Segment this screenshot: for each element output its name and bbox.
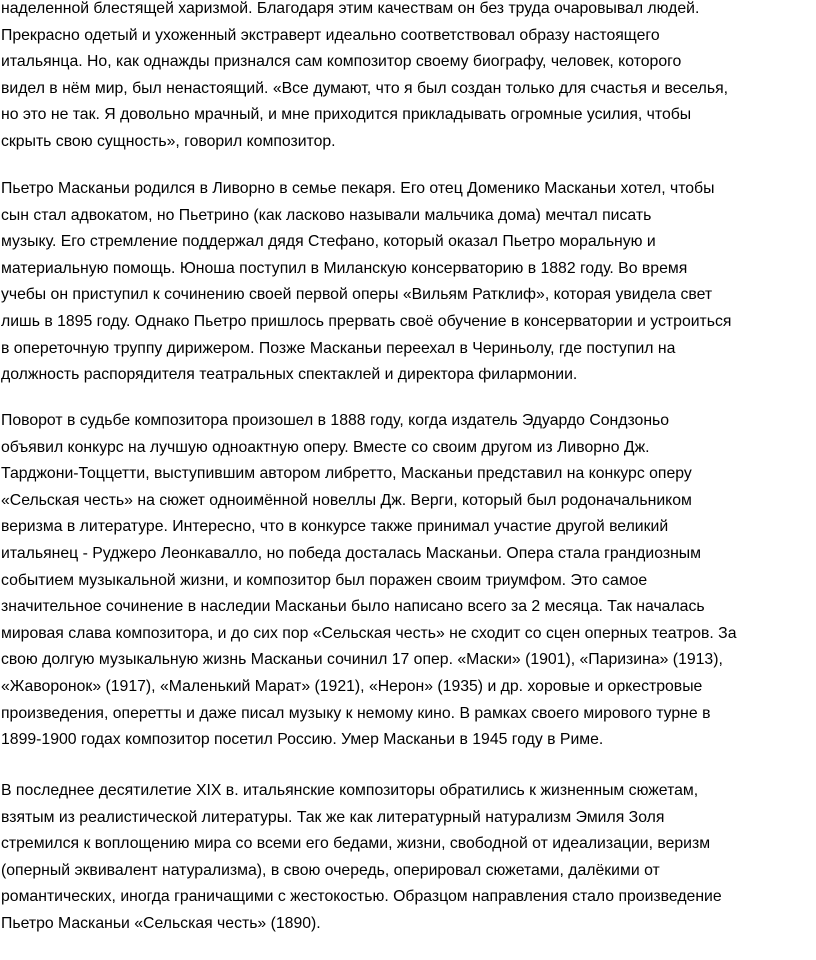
text-line: Прекрасно одетый и ухоженный экстраверт идеально соответствовал образу настоящего <box>1 26 660 44</box>
paragraph-charisma <box>1 0 814 156</box>
text-line: объявил конкурс на лучшую одноактную оперу. Вместе со своим другом из Ливорно Дж. <box>1 438 650 456</box>
text-line: Пьетро Масканьи родился в Ливорно в семье пекаря. Его отец Доменико Масканьи хотел, чтобы <box>1 180 715 197</box>
text-line: романтических, иногда граничащими с жестокостью. Образцом направления стало произведение <box>1 888 722 906</box>
text-line: материальную помощь. Юноша поступил в Миланскую консерваторию в 1882 году. Во время <box>1 259 688 277</box>
text-line: В последнее десятилетие XIX в. итальянские композиторы обратились к жизненным сюжетам, <box>1 782 699 799</box>
paragraph-turning-point <box>1 408 814 754</box>
text-line: «Жаворонок» (1917), «Маленький Марат» (1921), «Нерон» (1935) и др. хоровые и оркестровые <box>1 677 703 695</box>
text-line: скрыть свою сущность», говорил композитор. <box>1 132 336 150</box>
text-line: но это не так. Я довольно мрачный, и мне приходится прикладывать огромные усилия, чтобы <box>1 106 692 124</box>
text-line: Поворот в судьбе композитора произошел в 1888 году, когда издатель Эдуардо Сондзоньо <box>1 412 670 429</box>
paragraph-early-life <box>1 176 814 389</box>
text-line: музыку. Его стремление поддержал дядя Стефано, который оказал Пьетро моральную и <box>1 233 656 251</box>
text-line: значительное сочинение в наследии Масканьи было написано всего за 2 месяца. Так началась <box>1 598 705 616</box>
text-line: событием музыкальной жизни, и композитор был поражен своим триумфом. Это самое <box>1 571 648 589</box>
text-line: наделенной блестящей харизмой. Благодаря этим качествам он без труда очаровывал людей. <box>1 0 700 17</box>
text-line: итальянца. Но, как однажды признался сам композитор своему биографу, человек, которого <box>1 53 682 71</box>
text-line: итальянец - Руджеро Леонкавалло, но победа досталась Масканьи. Опера стала грандиозным <box>1 544 702 562</box>
paragraph-verismo <box>1 778 814 938</box>
text-line: должность распорядителя театральных спектаклей и директора филармонии. <box>1 366 578 384</box>
text-line: взятым из реалистической литературы. Так же как литературный натурализм Эмиля Золя <box>1 808 665 826</box>
text-line: «Сельская честь» на сюжет одноимённой новеллы Дж. Верги, который был родоначальником <box>1 491 692 509</box>
text-line: произведения, оперетты и даже писал музыку к немому кино. В рамках своего мирового турне в <box>1 704 711 722</box>
text-line: видел в нём мир, был ненастоящий. «Все думают, что я был создан только для счастья и веселья, <box>1 79 729 97</box>
text-line: 1899-1900 годах композитор посетил Россию. Умер Масканьи в 1945 году в Риме. <box>1 731 604 749</box>
text-line: Пьетро Масканьи «Сельская честь» (1890). <box>1 914 321 932</box>
text-line: свою долгую музыкальную жизнь Масканьи сочинил 17 опер. «Маски» (1901), «Паризина» (1913), <box>1 651 723 669</box>
text-line: сын стал адвокатом, но Пьетрино (как ласково называли мальчика дома) мечтал писать <box>1 206 652 224</box>
text-line: (оперный эквивалент натурализма), в свою очередь, оперировал сюжетами, далёкими от <box>1 861 660 879</box>
text-line: учебы он приступил к сочинению своей первой оперы «Вильям Ратклиф», которая увидела свет <box>1 286 713 304</box>
text-line: Тарджони-Тоццетти, выступившим автором либретто, Масканьи представил на конкурс оперу <box>1 465 692 483</box>
text-line: веризма в литературе. Интересно, что в конкурсе также принимал участие другой великий <box>1 518 669 536</box>
text-line: лишь в 1895 году. Однако Пьетро пришлось прервать своё обучение в консерватории и устроиться <box>1 312 732 330</box>
text-line: в опереточную труппу дирижером. Позже Масканьи переехал в Чериньолу, где поступил на <box>1 339 676 357</box>
text-line: мировая слава композитора, и до сих пор «Сельская честь» не сходит со сцен оперных театров. За <box>1 624 737 642</box>
text-line: стремился к воплощению мира со всеми его бедами, жизни, свободной от идеализации, веризм <box>1 835 711 853</box>
